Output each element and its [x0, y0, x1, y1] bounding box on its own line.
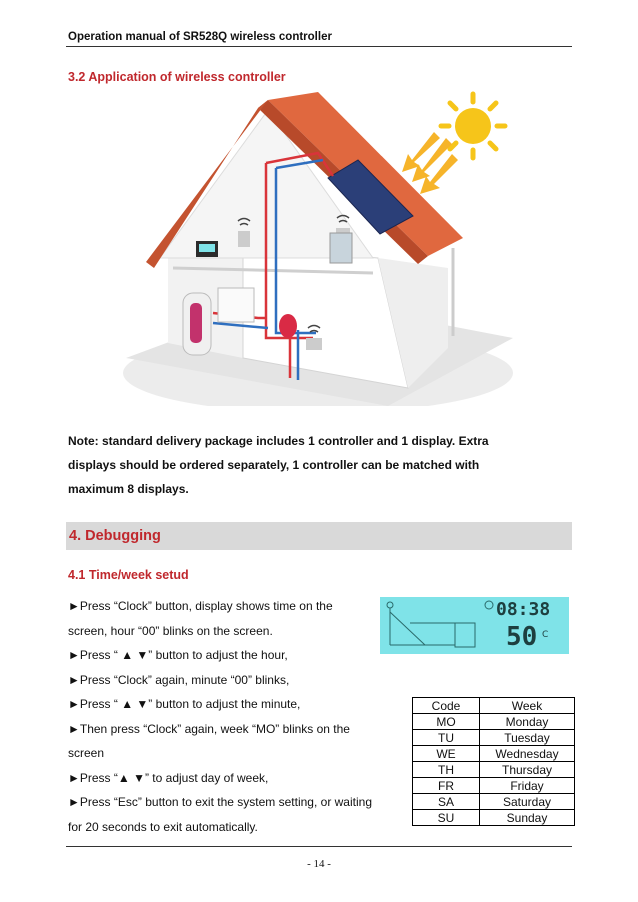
table-row — [413, 778, 575, 794]
step-line: for 20 seconds to exit automatically. — [68, 819, 258, 834]
lcd-display — [380, 597, 569, 654]
note-line: displays should be ordered separately, 1 controller can be matched with — [68, 458, 480, 472]
note-line: maximum 8 displays. — [68, 482, 189, 496]
section-title: 3.2 Application of wireless controller — [68, 70, 286, 84]
sun-icon — [441, 94, 505, 158]
header-divider — [66, 46, 572, 47]
table-cell: SU — [413, 810, 480, 826]
time-setup-heading: 4.1 Time/week setud — [68, 568, 189, 582]
table-header: Week — [480, 698, 575, 714]
step-line: screen — [68, 746, 105, 760]
instruction-steps — [68, 594, 393, 839]
table-row — [413, 746, 575, 762]
table-cell: TU — [413, 730, 480, 746]
lcd-time: 08:38 — [496, 599, 551, 620]
table-cell: TH — [413, 762, 480, 778]
step-line: ►Press “ ▲ ▼” button to adjust the minute, — [68, 697, 301, 711]
step-line: ►Press “Clock” again, minute “00” blinks, — [68, 672, 290, 687]
step-line: ►Press “▲ ▼” to adjust day of week, — [68, 770, 269, 785]
footer-divider — [66, 846, 572, 847]
house-illustration — [118, 88, 530, 406]
table-row — [413, 730, 575, 746]
page-number: - 14 - — [307, 858, 331, 870]
table-cell: Wednesday — [480, 746, 575, 762]
step-line: ►Press “Clock” button, display shows time on the — [68, 599, 333, 613]
table-cell: Thursday — [480, 762, 575, 778]
table-header-row — [413, 698, 575, 714]
table-header: Code — [413, 698, 480, 714]
table-cell: FR — [413, 778, 480, 794]
table-cell: WE — [413, 746, 480, 762]
table-cell: Monday — [480, 714, 575, 730]
table-cell: Sunday — [480, 810, 575, 826]
table-cell: Tuesday — [480, 730, 575, 746]
lcd-temperature: 50 — [506, 622, 538, 652]
lcd-unit: C — [542, 630, 549, 640]
table-cell: MO — [413, 714, 480, 730]
delivery-note — [68, 429, 538, 501]
table-row — [413, 762, 575, 778]
step-line: screen, hour “00” blinks on the screen. — [68, 623, 273, 638]
table-cell: Friday — [480, 778, 575, 794]
table-row — [413, 810, 575, 826]
table-row — [413, 714, 575, 730]
header-title: Operation manual of SR528Q wireless controller — [68, 31, 332, 43]
week-code-table — [412, 697, 575, 826]
table-cell: Saturday — [480, 794, 575, 810]
step-line: ►Press “ ▲ ▼” button to adjust the hour, — [68, 648, 288, 662]
note-line: Note: standard delivery package includes 1 controller and 1 display. Extra — [68, 434, 489, 448]
step-line: ►Press “Esc” button to exit the system setting, or waiting — [68, 795, 372, 809]
step-line: ►Then press “Clock” again, week “MO” blinks on the — [68, 721, 350, 736]
table-cell: SA — [413, 794, 480, 810]
debugging-heading: 4. Debugging — [69, 528, 161, 544]
table-row — [413, 794, 575, 810]
